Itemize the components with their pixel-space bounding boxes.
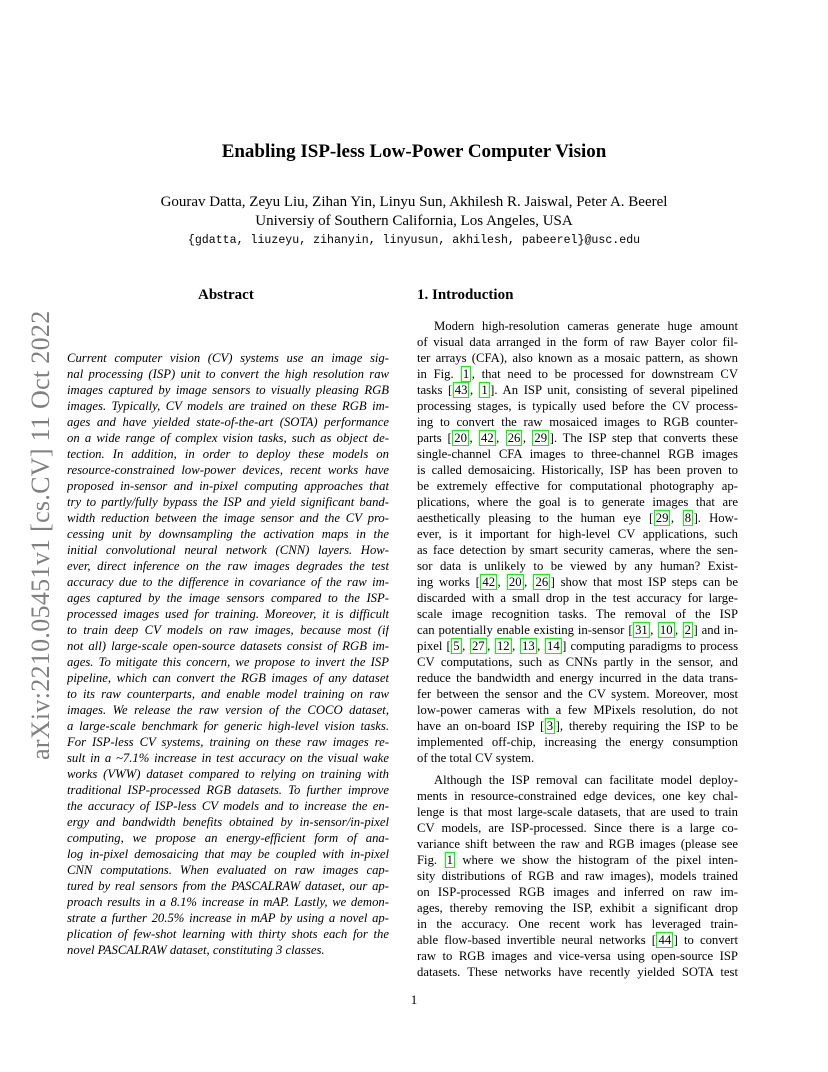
citation-link[interactable]: 31 (635, 623, 648, 637)
abstract-heading: Abstract (198, 287, 254, 303)
intro-line: in the accuracy. One recent work has leveraged train- (417, 917, 738, 931)
introduction-heading: 1. Introduction (417, 287, 514, 303)
abstract-line: pipeline, which can convert the RGB images of any dataset (67, 671, 389, 685)
intro-line: CV computations, such as CNNs partly in the sensor, and (417, 655, 738, 669)
citation-link[interactable]: 5 (453, 639, 460, 653)
author-list: Gourav Datta, Zeyu Liu, Zihan Yin, Linyu Sun, Akhilesh R. Jaiswal, Peter A. Beerel (160, 194, 668, 210)
abstract-line: width reduction between the image sensor and the CV pro- (67, 511, 389, 525)
citation-link[interactable]: 29 (534, 431, 548, 445)
intro-line: aesthetically pleasing to the human eye [ 29 , 8 ]. How- (417, 511, 738, 525)
abstract-line: on a wide range of complex vision tasks, such as object de- (67, 431, 389, 445)
intro-line: ter arrays (CFA), also known as a mosaic pattern, as shown (417, 351, 738, 365)
abstract-line: For ISP-less CV systems, training on these raw images re- (67, 735, 389, 749)
abstract-line: images captured by image sensors to visually pleasing RGB (67, 383, 389, 397)
intro-line: on ISP-processed RGB images and inferred on raw im- (417, 885, 738, 899)
citation-link[interactable]: 26 (535, 575, 549, 589)
abstract-line: log in-pixel demosaicing that may be coupled with in-pixel (67, 847, 389, 861)
intro-line: as face detection by smart security cameras, where the sen- (417, 543, 738, 557)
intro-line: reduce the bandwidth and energy incurred in the data trans- (417, 671, 738, 685)
citation-link[interactable]: 10 (659, 623, 673, 637)
introduction-body (417, 318, 738, 980)
abstract-line: a large-scale benchmark for generic high-level vision tasks. (67, 719, 389, 733)
intro-line: raw to RGB images and vice-versa using open-source ISP (417, 949, 738, 963)
intro-line: Modern high-resolution cameras generate huge amount (434, 319, 738, 333)
abstract-line: CNN computations. When evaluated on raw images cap- (67, 863, 389, 877)
citation-link[interactable]: 29 (655, 511, 669, 525)
abstract-line: proach results in a 8.1% increase in mAP. Lastly, we demon- (67, 895, 389, 909)
abstract-line: to its raw counterparts, and enable model training on raw (67, 687, 389, 701)
intro-line: discarded with a small drop in the test accuracy for large- (417, 591, 738, 605)
abstract-line: the accuracy of ISP-less CV models and to increase the en- (67, 799, 389, 813)
citation-link[interactable]: 12 (496, 639, 510, 653)
intro-line: have an on-board ISP [ 3 ], thereby requiring the ISP to be (417, 719, 738, 733)
intro-line: ages, thereby removing the ISP, exhibit a significant drop (417, 901, 738, 915)
intro-line: ing to convert the raw mosaiced images to RGB counter- (417, 415, 738, 429)
citation-link[interactable]: 43 (454, 383, 468, 397)
intro-line: Fig. 1 where we show the histogram of the pixel inten- (417, 853, 738, 867)
abstract-line: proposed in-sensor and in-pixel computing approaches that (67, 479, 389, 493)
intro-line: is called demosaicing. Historically, ISP has been proven to (417, 463, 738, 477)
intro-line: low-power cameras with a few MPixels resolution, do not (417, 703, 738, 717)
citation-link[interactable]: 20 (508, 575, 522, 589)
abstract-line: novel PASCALRAW dataset, constituting 3 classes. (67, 943, 325, 957)
intro-line: of visual data arranged in the form of raw Bayer color fil- (417, 335, 738, 349)
intro-line: ments in resource-constrained edge devices, one key chal- (417, 789, 738, 803)
abstract-line: nal processing (ISP) unit to convert the high resolution raw (67, 367, 389, 381)
citation-link[interactable]: 3 (546, 719, 554, 733)
abstract-line: ergy and bandwidth benefits obtained by in-sensor/in-pixel (67, 815, 389, 829)
citation-link[interactable]: 1 (481, 383, 488, 397)
intro-line: ing works [ 42 , 20 , 26 ] show that most ISP steps can be (417, 575, 738, 589)
intro-line: processing stages, is typically used before the CV process- (417, 399, 738, 413)
intro-line: in Fig. 1 , that need to be processed for downstream CV (417, 367, 738, 381)
abstract-line: tured by real sensors from the PASCALRAW dataset, our ap- (67, 879, 389, 893)
intro-line: pixel [ 5 , 27 , 12 , 13 , 14 ] computing paradigms to process (417, 639, 738, 653)
citation-link[interactable]: 1 (462, 367, 470, 381)
intro-line: plications, where the goal is to generate images that are (417, 495, 738, 509)
abstract-line: computing, we propose an energy-efficient form of ana- (67, 831, 389, 845)
abstract-line: initial convolutional neural network (CNN) layers. How- (67, 543, 389, 557)
citation-link[interactable]: 1 (446, 853, 453, 867)
intro-line: datasets. These networks have recently yielded SOTA test (417, 965, 738, 979)
abstract-line: not all) large-scale open-source datasets consist of RGB im- (67, 639, 389, 653)
intro-line: fer between the sensor and the CV system. Moreover, most (417, 687, 738, 701)
abstract-line: to train deep CV models on raw images, because most (if (67, 623, 389, 637)
abstract-line: plication of few-shot learning with thirty shots each for the (67, 927, 389, 941)
citation-link[interactable]: 13 (521, 639, 535, 653)
intro-line: variance shift between the raw and RGB images (please see (417, 837, 738, 851)
abstract-line: resource-constrained low-power devices, recent works have (67, 463, 389, 477)
arxiv-identifier: arXiv:2210.05451v1 [cs.CV] 11 Oct 2022 (26, 310, 55, 760)
intro-line: sity distributions of RGB and raw images), models trained (417, 869, 738, 883)
intro-line: Although the ISP removal can facilitate model deploy- (434, 773, 738, 787)
citation-link[interactable]: 2 (684, 623, 691, 637)
intro-line: ever, is it important for high-level CV applications, such (417, 527, 738, 541)
citation-link[interactable]: 27 (471, 639, 485, 653)
abstract-line: ages. To mitigate this concern, we propose to invert the ISP (67, 655, 389, 669)
intro-line: able flow-based invertible neural networks [ 44 ] to convert (417, 933, 738, 947)
intro-line: sor data is unlikely to be viewed by any human? Exist- (417, 559, 738, 573)
abstract-line: tection. In addition, in order to deploy these models on (67, 447, 389, 461)
abstract-line: processed images used for training. Moreover, it is difficult (67, 607, 389, 621)
abstract-line: works (VWW) dataset compared to relying on training with (67, 767, 389, 781)
intro-line: implemented off-chip, increasing the energy consumption (417, 735, 738, 749)
abstract-line: images. We release the raw version of the COCO dataset, (67, 703, 389, 717)
abstract-line: sult in a ~7.1% increase in test accuracy on the visual wake (67, 751, 389, 765)
affiliation: Universiy of Southern California, Los Angeles, USA (255, 213, 573, 229)
paper-title: Enabling ISP-less Low-Power Computer Vision (221, 141, 607, 162)
abstract-line: traditional ISP-processed RGB datasets. To further improve (67, 783, 389, 797)
citation-link[interactable]: 44 (658, 933, 672, 947)
intro-line: can potentially enable existing in-sensor [ 31 , 10 , 2 ] and in- (417, 623, 738, 637)
intro-line: tasks [ 43 , 1 ]. An ISP unit, consisting of several pipelined (417, 383, 738, 397)
abstract-line: ages and have yielded state-of-the-art (SOTA) performance (67, 415, 389, 429)
citation-link[interactable]: 20 (454, 431, 467, 445)
citation-link[interactable]: 26 (507, 431, 521, 445)
citation-link[interactable]: 8 (684, 511, 692, 525)
intro-line: of the total CV system. (417, 751, 535, 765)
citation-link[interactable]: 42 (480, 431, 494, 445)
abstract-body (67, 350, 389, 958)
author-emails: {gdatta, liuzeyu, zihanyin, linyusun, akhilesh, pabeerel}@usc.edu (187, 234, 641, 247)
citation-link[interactable]: 42 (482, 575, 496, 589)
citation-link[interactable]: 14 (546, 639, 560, 653)
abstract-line: ages captured by the image sensors compared to the ISP- (67, 591, 389, 605)
intro-line: scale image recognition tasks. The removal of the ISP (417, 607, 738, 621)
intro-line: be extremely effective for computational photography ap- (417, 479, 738, 493)
abstract-line: accuracy due to the difference in covariance of the raw im- (67, 575, 389, 589)
page-number: 1 (410, 992, 418, 1007)
abstract-line: images. Typically, CV models are trained on these RGB im- (67, 399, 389, 413)
abstract-line: Current computer vision (CV) systems use an image sig- (67, 351, 389, 365)
intro-line: parts [ 20 , 42 , 26 , 29 ]. The ISP step that converts these (417, 431, 738, 445)
intro-line: single-channel CFA images to three-channel RGB images (417, 447, 738, 461)
abstract-line: try to partly/fully bypass the ISP and yield significant band- (67, 495, 389, 509)
abstract-line: strate a further 20.5% increase in mAP by using a novel ap- (67, 911, 389, 925)
abstract-line: ever, direct inference on the raw images degrades the test (67, 559, 389, 573)
intro-line: lenge is that most large-scale datasets, that are used to train (417, 805, 738, 819)
intro-line: CV models, are ISP-processed. Since there is a large co- (417, 821, 738, 835)
abstract-line: cessing unit by downsampling the activation maps in the (67, 527, 389, 541)
